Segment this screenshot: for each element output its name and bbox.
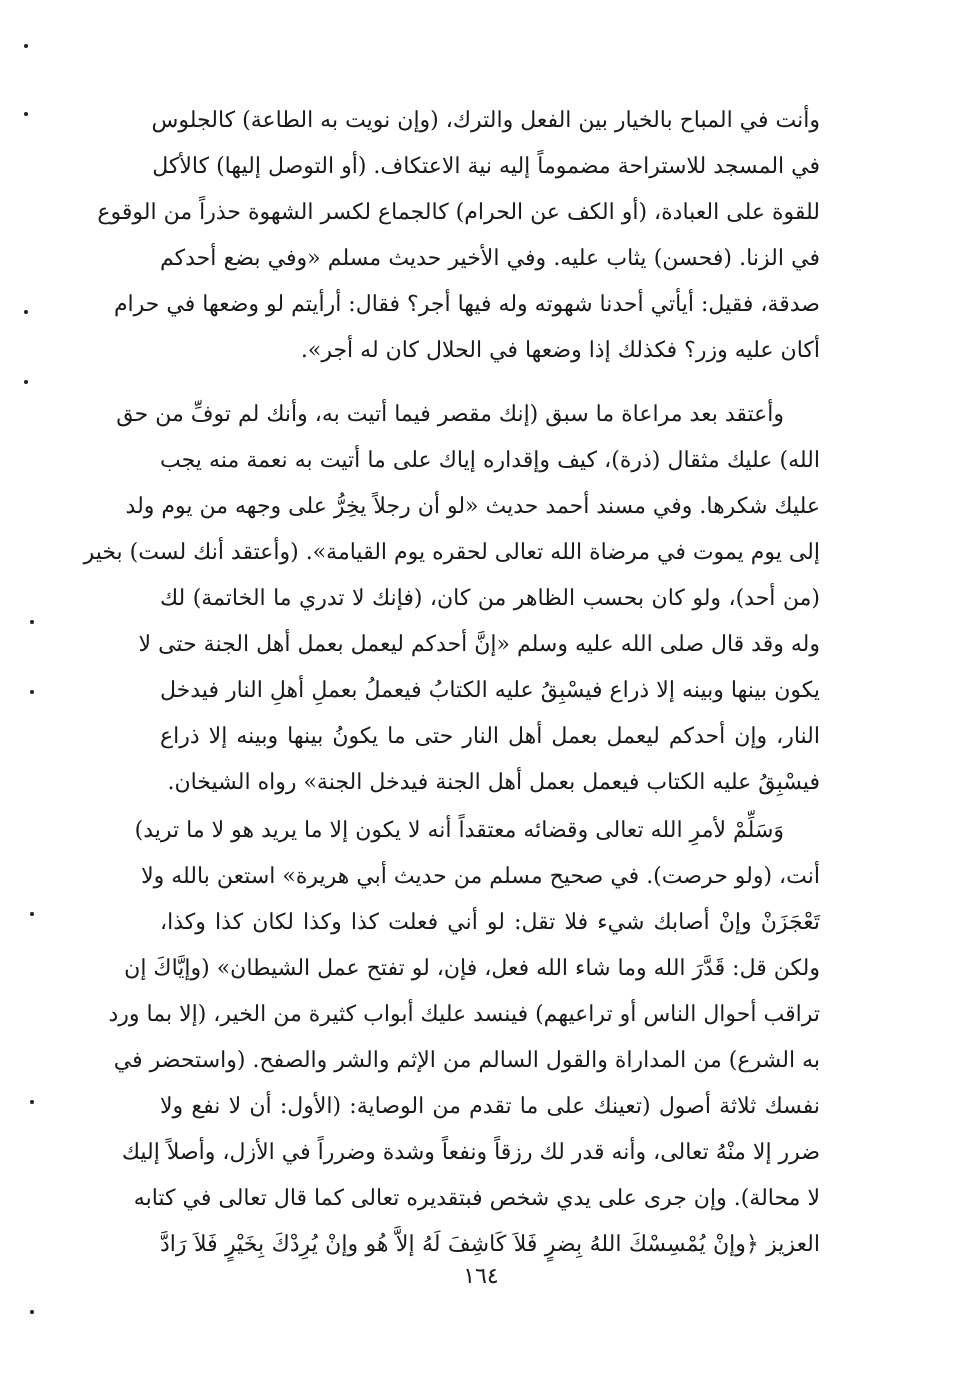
text-line: به الشرع) من المداراة والقول السالم من الإثم والشر والصفح. (واستحضر في — [113, 1048, 820, 1073]
scan-speck — [24, 44, 28, 48]
text-line: ضرر إلا منْهُ تعالى، وأنه قدر لك رزقاً ونفعاً وشدة وضرراً في الأزل، وأصلاً إليك — [121, 1140, 820, 1165]
text-line: في الزنا. (فحسن) يثاب عليه. وفي الأخير حديث مسلم «وفي بضع أحدكم — [160, 246, 820, 271]
text-line: عليك شكرها. وفي مسند أحمد حديث «لو أن رجلاً يخِرُّ على وجهه من يوم ولد — [125, 494, 820, 519]
scan-speck — [30, 1310, 34, 1314]
text-line: وأعتقد بعد مراعاة ما سبق (إنك مقصر فيما أتيت به، وأنك لم توفِّ من حق — [116, 402, 784, 427]
paragraph — [108, 808, 820, 1268]
scan-speck — [24, 310, 28, 314]
text-line: في المسجد للاستراحة مضموماً إليه نية الاعتكاف. (أو التوصل إليها) كالأكل — [152, 154, 820, 179]
text-line: وَسَلِّمْ لأمرِ الله تعالى وقضائه معتقداً أنه لا يكون إلا ما يريد هو لا ما تريد) — [134, 818, 784, 843]
text-line: لا محالة). وإن جرى على يدي شخص فبتقديره تعالى كما قال تعالى في كتابه — [133, 1186, 820, 1211]
text-line: للقوة على العبادة، (أو الكف عن الحرام) كالجماع لكسر الشهوة حذراً من الوقوع — [97, 200, 820, 225]
text-line: يكون بينها وبينه إلا ذراع فيسْبِقُ عليه الكتابُ فيعملُ بعملِ أهلِ النار فيدخل — [160, 678, 820, 703]
text-line: أكان عليه وزر؟ فكذلك إذا وضعها في الحلال كان له أجر». — [300, 338, 820, 363]
scan-speck — [30, 912, 34, 916]
text-line: ولكن قل: قَدَّرَ الله وما شاء الله فعل، فإن، لو تفتح عمل الشيطان» (وإيَّاكَ إن — [124, 956, 820, 981]
text-line: النار، وإن أحدكم ليعمل بعمل أهل النار حتى ما يكونُ بينها وبينه إلا ذراع — [160, 724, 820, 749]
text-line: وأنت في المباح بالخيار بين الفعل والترك، (وإن نويت به الطاعة) كالجلوس — [151, 108, 820, 133]
scan-speck — [30, 690, 34, 694]
scan-speck — [24, 112, 28, 116]
text-line: تَعْجَزَنْ وإنْ أصابك شيء فلا تقل: لو أني فعلت كذا وكذا لكان كذا وكذا، — [160, 910, 820, 935]
text-line: فيسْبِقُ عليه الكتاب فيعمل بعمل أهل الجنة فيدخل الجنة» رواه الشيخان. — [167, 770, 820, 795]
text-line: أنت، (ولو حرصت). في صحيح مسلم من حديث أبي هريرة» استعن بالله ولا — [141, 864, 820, 889]
paragraph — [97, 98, 820, 374]
scan-speck — [24, 380, 28, 384]
page-number: ١٦٤ — [463, 1264, 499, 1289]
scan-speck — [30, 1100, 34, 1104]
paragraph — [83, 392, 820, 806]
text-line: صدقة، فقيل: أيأتي أحدنا شهوته وله فيها أجر؟ فقال: أرأيتم لو وضعها في حرام — [113, 292, 820, 317]
scan-speck — [30, 620, 34, 624]
text-line: العزيز ﴿وإنْ يُمْسِسْكَ اللهُ بِضرٍ فَلاَ كَاشِفَ لَهُ إلاَّ هُو وإنْ يُرِدْكَ بِخَيْرٍ فَلاَ رَادَّ — [160, 1232, 820, 1257]
text-line: تراقب أحوال الناس أو تراعيهم) فينسد عليك أبواب كثيرة من الخير، (إلا بما ورد — [108, 1002, 820, 1027]
text-line: إلى يوم يموت في مرضاة الله تعالى لحقره يوم القيامة». (وأعتقد أنك لست) بخير — [83, 540, 820, 565]
text-line: وله وقد قال صلى الله عليه وسلم «إنَّ أحدكم ليعمل بعمل أهل الجنة حتى لا — [138, 632, 820, 657]
text-line: (من أحد)، ولو كان بحسب الظاهر من كان، (فإنك لا تدري ما الخاتمة) لك — [160, 586, 820, 611]
text-line: نفسك ثلاثة أصول (تعينك على ما تقدم من الوصاية: (الأول: أن لا نفع ولا — [160, 1094, 820, 1119]
text-line: الله) عليك مثقال (ذرة)، كيف وإقداره إياك على ما أتيت به نعمة منه يجب — [160, 448, 820, 473]
